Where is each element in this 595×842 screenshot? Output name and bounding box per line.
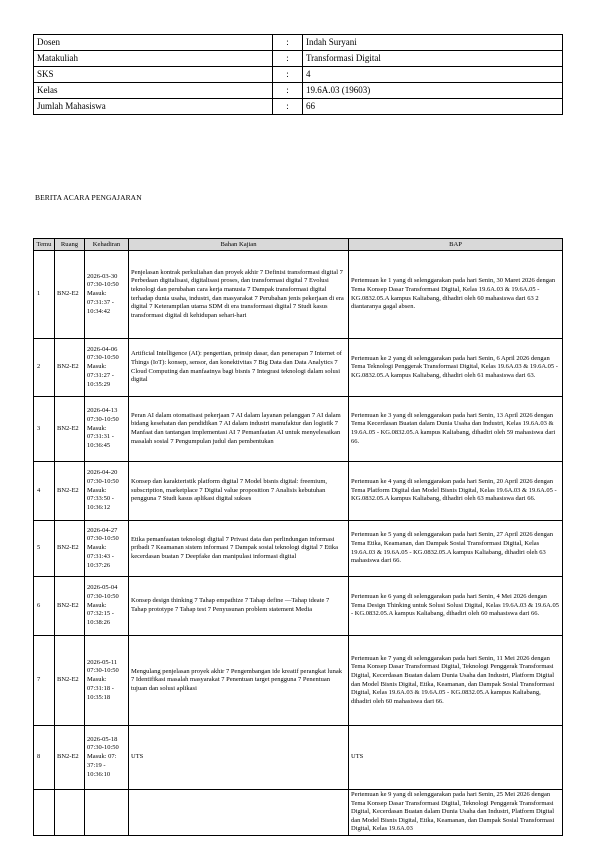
cell-bap: Pertemuan ke 2 yang di selenggarakan pada hari Senin, 6 April 2026 dengan Tema Teknologi Penggerak Transformasi Digital, Kelas 19.6A.03 & 19.6A.05 - KG.0832.05.A kampus Kaliabang, dihadiri oleh 61 mahasiswa dari 63. [349, 339, 563, 397]
header-bap: BAP [349, 239, 563, 251]
kehadiran-line: Masuk: [87, 676, 107, 684]
cell-bap: Pertemuan ke 3 yang di selenggarakan pada hari Senin, 13 April 2026 dengan Tema Kecerdasan Buatan dalam Dunia Usaha dan Industri, Kelas 19.6A.03 & 19.6A.05 - KG.0832.05.A kampus Kaliabang, dihadiri oleh 59 mahasiswa dari 66. [349, 397, 563, 462]
kehadiran-line: 10:35:18 [87, 693, 111, 701]
info-value: Indah Suryani [303, 35, 563, 51]
kehadiran-line: Masuk: [87, 486, 107, 494]
kehadiran-line: 07:31:37 - [87, 298, 114, 306]
kehadiran-line: Masuk: [87, 290, 107, 298]
table-header-row [34, 239, 563, 251]
cell-ruang: BN2-E2 [55, 577, 85, 636]
cell-ruang: BN2-E2 [55, 251, 85, 339]
kehadiran-line: 07:30-10:50 [87, 281, 119, 289]
teaching-log-table [33, 238, 563, 836]
kehadiran-line: 2026-05-18 [87, 735, 118, 743]
cell-bap: Pertemuan ke 7 yang di selenggarakan pada hari Senin, 11 Mei 2026 dengan Tema Konsep Dasar Transformasi Digital, Teknologi Penggerak Transformasi Digital, Kecerdasan Buatan dalam Dunia Usaha dan Industri, Platform Digital dan Model Bisnis Digital, Etika, Keamanan, dan Dampak Sosial Transformasi Digital, Kelas 19.6A.03 & 19.6A.05 - KG.0832.05.A kampus Kaliabang, dihadiri oleh 60 mahasiswa dari 66. [349, 636, 563, 726]
header-temu: Temu [34, 239, 55, 251]
info-colon: : [273, 51, 303, 67]
table-row [34, 251, 563, 339]
cell-temu: 6 [34, 577, 55, 636]
table-row [34, 397, 563, 462]
cell-ruang: BN2-E2 [55, 339, 85, 397]
kehadiran-line: Masuk: [87, 601, 107, 609]
kehadiran-line: 10:36:10 [87, 770, 111, 778]
kehadiran-line: 10:34:42 [87, 307, 111, 315]
cell-temu: 4 [34, 462, 55, 521]
cell-ruang [55, 790, 85, 836]
cell-ruang: BN2-E2 [55, 726, 85, 790]
kehadiran-line: 07:30-10:50 [87, 354, 119, 362]
info-row [34, 83, 563, 99]
cell-ruang: BN2-E2 [55, 636, 85, 726]
kehadiran-line: Masuk: [87, 424, 107, 432]
info-label: Jumlah Mahasiswa [34, 99, 273, 115]
cell-bahan-kajian: Penjelasan kontrak perkuliahan dan proyek akhir 7 Definisi transformasi digital 7 Perbedaan digitalisasi, digitalisasi proses, dan transformasi digital 7 Evolusi teknologi dan perubahan cara kerja manusia 7 Dampak transformasi digital terhadap dunia usaha, industri, dan masyarakat 7 Perubahan jenis pekerjaan di era digital 7 Keterampilan utama SDM di era transformasi digital 7 Studi kasus transformasi digital di kehidupan sehari-hari [129, 251, 349, 339]
kehadiran-line: Masuk: [87, 363, 107, 371]
kehadiran-line: 07:30-10:50 [87, 592, 119, 600]
kehadiran-line: 2026-04-06 [87, 345, 118, 353]
info-label: Matakuliah [34, 51, 273, 67]
kehadiran-line: Masuk: 07: [87, 753, 117, 761]
cell-bap: Pertemuan ke 6 yang di selenggarakan pada hari Senin, 4 Mei 2026 dengan Tema Design Thinking untuk Solusi Solusi Digital, Kelas 19.6A.03 & 19.6A.05 - KG.0832.05.A kampus Kaliabang, dihadiri oleh 60 mahasiswa dari 66. [349, 577, 563, 636]
cell-bahan-kajian: Etika pemanfaatan teknologi digital 7 Privasi data dan perlindungan informasi pribadi 7 Keamanan sistem informasi 7 Dampak sosial teknologi digital 7 Etika kecerdasan buatan 7 Deepfake dan manipulasi informasi digital [129, 521, 349, 577]
kehadiran-line: 07:31:31 - [87, 433, 114, 441]
kehadiran-line: 10:36:45 [87, 442, 111, 450]
cell-bap: UTS [349, 726, 563, 790]
course-info-table [33, 34, 563, 115]
cell-kehadiran [85, 397, 129, 462]
cell-temu [34, 790, 55, 836]
kehadiran-line: 07:32:15 - [87, 610, 114, 618]
info-label: Kelas [34, 83, 273, 99]
kehadiran-line: 07:30-10:50 [87, 667, 119, 675]
kehadiran-line: 10:35:29 [87, 380, 111, 388]
cell-bap: Pertemuan ke 1 yang di selenggarakan pada hari Senin, 30 Maret 2026 dengan Tema Konsep Dasar Transformasi Digital, Kelas 19.6A.03 & 19.6A.05 - KG.0832.05.A kampus Kaliabang, dihadiri oleh 60 mahasiswa dari 63 2 diantaranya gagal absen. [349, 251, 563, 339]
info-colon: : [273, 35, 303, 51]
kehadiran-line: 2026-05-04 [87, 584, 118, 592]
table-row [34, 462, 563, 521]
kehadiran-line: 07:30-10:50 [87, 744, 119, 752]
cell-bahan-kajian: Peran AI dalam otomatisasi pekerjaan 7 AI dalam layanan pelanggan 7 AI dalam bidang kesehatan dan pendidikan 7 AI dalam industri manufaktur dan logistik 7 Manfaat dan tantangan implementasi AI 7 Pemanfaatan AI untuk menyelesaikan masalah sosial 7 Pengumpulan judul dan pembentukan [129, 397, 349, 462]
info-value: 66 [303, 99, 563, 115]
table-row [34, 577, 563, 636]
cell-bahan-kajian: UTS [129, 726, 349, 790]
cell-ruang: BN2-E2 [55, 397, 85, 462]
kehadiran-line: 10:37:26 [87, 561, 111, 569]
cell-kehadiran [85, 726, 129, 790]
kehadiran-line: Masuk: [87, 544, 107, 552]
cell-kehadiran [85, 577, 129, 636]
kehadiran-line: 10:36:12 [87, 504, 111, 512]
info-colon: : [273, 83, 303, 99]
info-value: Transformasi Digital [303, 51, 563, 67]
info-row [34, 99, 563, 115]
info-colon: : [273, 67, 303, 83]
kehadiran-line: 10:38:26 [87, 619, 111, 627]
cell-bahan-kajian: Mengulang penjelasan proyek akhir 7 Pengembangan ide kreatif perangkat lunak 7 Identifikasi masalah masyarakat 7 Penentuan target pengguna 7 Penentuan tujuan dan solusi aplikasi [129, 636, 349, 726]
cell-bahan-kajian: Konsep dan karakteristik platform digital 7 Model bisnis digital: freemium, subscription, marketplace 7 Digital value proposition 7 Analisis kebutuhan pengguna 7 Studi kasus aplikasi digital sukses [129, 462, 349, 521]
cell-temu: 1 [34, 251, 55, 339]
info-row [34, 51, 563, 67]
cell-temu: 3 [34, 397, 55, 462]
cell-temu: 2 [34, 339, 55, 397]
cell-kehadiran [85, 521, 129, 577]
header-bahan-kajian: Bahan Kajian [129, 239, 349, 251]
info-value: 19.6A.03 (19603) [303, 83, 563, 99]
kehadiran-line: 07:33:50 - [87, 495, 114, 503]
kehadiran-line: 07:31:43 - [87, 552, 114, 560]
kehadiran-line: 2026-04-13 [87, 407, 118, 415]
page-title: BERITA ACARA PENGAJARAN [35, 193, 142, 202]
kehadiran-line: 37:19 - [87, 761, 106, 769]
cell-temu: 8 [34, 726, 55, 790]
cell-bahan-kajian: Konsep design thinking 7 Tahap empathize 7 Tahap define —Tahap ideate 7 Tahap prototype 7 Tahap test 7 Penyusunan problem statement Media [129, 577, 349, 636]
table-row [34, 636, 563, 726]
cell-kehadiran [85, 251, 129, 339]
kehadiran-line: 07:31:27 - [87, 371, 114, 379]
cell-bahan-kajian [129, 790, 349, 836]
table-row [34, 726, 563, 790]
kehadiran-line: 07:30-10:50 [87, 415, 119, 423]
cell-ruang: BN2-E2 [55, 521, 85, 577]
kehadiran-line: 2026-03-30 [87, 272, 118, 280]
table-row [34, 790, 563, 836]
cell-temu: 5 [34, 521, 55, 577]
info-label: SKS [34, 67, 273, 83]
cell-kehadiran [85, 462, 129, 521]
info-row [34, 35, 563, 51]
info-value: 4 [303, 67, 563, 83]
table-row [34, 521, 563, 577]
cell-kehadiran [85, 790, 129, 836]
cell-bap: Pertemuan ke 5 yang di selenggarakan pada hari Senin, 27 April 2026 dengan Tema Etika, Keamanan, dan Dampak Sosial Transformasi Digital, Kelas 19.6A.03 & 19.6A.05 - KG.0832.05.A kampus Kaliabang, dihadiri oleh 63 mahasiswa dari 66. [349, 521, 563, 577]
header-ruang: Ruang [55, 239, 85, 251]
table-row [34, 339, 563, 397]
cell-bahan-kajian: Artificial Intelligence (AI): pengertian, prinsip dasar, dan penerapan 7 Internet of Things (IoT): konsep, sensor, dan konektivitas 7 Big Data dan Data Analytics 7 Cloud Computing dan manfaatnya bagi bisnis 7 Integrasi teknologi dalam solusi digital [129, 339, 349, 397]
info-label: Dosen [34, 35, 273, 51]
cell-kehadiran [85, 636, 129, 726]
kehadiran-line: 2026-05-11 [87, 658, 118, 666]
kehadiran-line: 07:31:18 - [87, 684, 114, 692]
kehadiran-line: 2026-04-20 [87, 469, 118, 477]
cell-bap: Pertemuan ke 4 yang di selenggarakan pada hari Senin, 20 April 2026 dengan Tema Platform Digital dan Model Bisnis Digital, Kelas 19.6A.03 & 19.6A.05 - KG.0832.05.A kampus Kaliabang, dihadiri oleh 63 mahasiswa dari 66. [349, 462, 563, 521]
info-row [34, 67, 563, 83]
kehadiran-line: 07:30-10:50 [87, 477, 119, 485]
header-kehadiran: Kehadiran [85, 239, 129, 251]
cell-temu: 7 [34, 636, 55, 726]
info-colon: : [273, 99, 303, 115]
cell-ruang: BN2-E2 [55, 462, 85, 521]
cell-bap: Pertemuan ke 9 yang di selenggarakan pada hari Senin, 25 Mei 2026 dengan Tema Konsep Dasar Transformasi Digital, Teknologi Penggerak Transformasi Digital, Kecerdasan Buatan dalam Dunia Usaha dan Industri, Platform Digital dan Model Bisnis Digital, Etika, Keamanan, dan Dampak Sosial Transformasi Digital, Kelas 19.6A.03 [349, 790, 563, 836]
kehadiran-line: 07:30-10:50 [87, 535, 119, 543]
cell-kehadiran [85, 339, 129, 397]
kehadiran-line: 2026-04-27 [87, 526, 118, 534]
